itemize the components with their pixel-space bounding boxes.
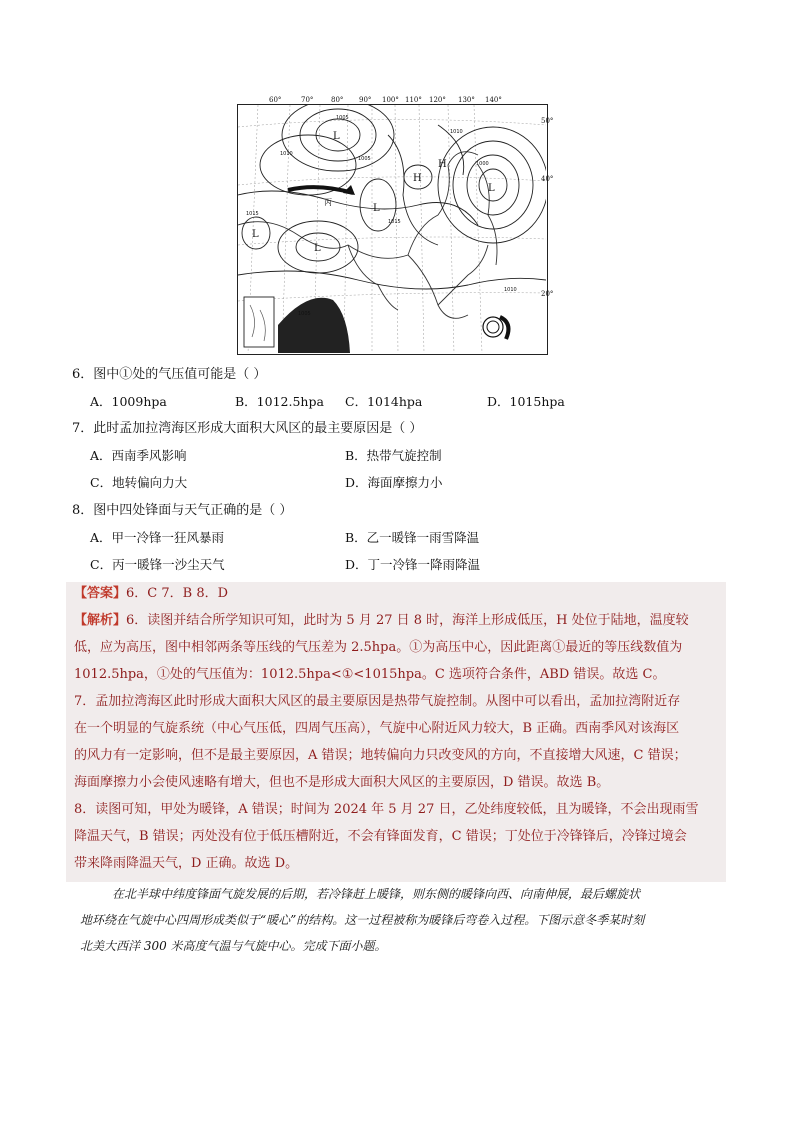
passage-line: 地环绕在气旋中心四周形成类似于“暖心”的结构。这一过程被称为暖锋后弯卷入过程。下图示意冬季某时刻: [80, 913, 645, 927]
answer-text: 6．C 7．B 8．D: [126, 586, 229, 601]
pressure-symbol: H: [438, 159, 447, 170]
question-7-option-d[interactable]: D．海面摩擦力小: [345, 475, 443, 490]
weather-map-svg: [238, 105, 546, 353]
pressure-symbol: L: [333, 131, 340, 142]
lon-label: 130°: [458, 96, 475, 104]
isobar-label: 1010: [450, 129, 463, 135]
analysis-line: 低，应为高压，图中相邻两条等压线的气压差为 2.5hpa。①为高压中心，因此距离①最近的等压线数值为: [74, 640, 683, 655]
lon-label: 70°: [301, 96, 314, 104]
question-6-stem: 6．图中①处的气压值可能是（ ）: [72, 367, 267, 382]
pressure-symbol: L: [314, 243, 321, 254]
question-6-option-c[interactable]: C．1014hpa: [345, 394, 423, 409]
lat-label: 20°: [541, 290, 554, 298]
analysis-line: 7．孟加拉湾海区此时形成大面积大风区的最主要原因是热带气旋控制。从图中可以看出，孟加拉湾附近存: [74, 694, 681, 709]
analysis-line: 海面摩擦力小会使风速略有增大，但也不是形成大面积大风区的主要原因，D 错误。故选 B。: [74, 775, 610, 790]
answer-tag: 【答案】: [74, 586, 127, 601]
isobar-label: 1005: [298, 311, 311, 317]
weather-map: [237, 104, 548, 355]
answer-line: [74, 585, 228, 603]
isobar-label: 1010: [504, 287, 517, 293]
lon-label: 80°: [331, 96, 344, 104]
passage-line: 在北半球中纬度锋面气旋发展的后期，若冷锋赶上暖锋，则东侧的暖锋向西、向南伸展，最后螺旋状: [112, 887, 641, 901]
analysis-line: 在一个明显的气旋系统（中心气压低，四周气压高），气旋中心附近风力较大，B 正确。西南季风对该海区: [74, 721, 680, 736]
analysis-line: 8．读图可知，甲处为暖锋，A 错误；时间为 2024 年 5 月 27 日，乙处纬度较低，且为暖锋，不会出现雨雪: [74, 802, 699, 817]
lon-label: 100°: [382, 96, 399, 104]
lon-label: 120°: [429, 96, 446, 104]
passage-line: 北美大西洋 300 米高度气温与气旋中心。完成下面小题。: [80, 939, 387, 953]
analysis-line: 带来降雨降温天气，D 正确。故选 D。: [74, 856, 299, 871]
lon-label: 90°: [359, 96, 372, 104]
pressure-symbol: L: [252, 229, 259, 240]
isobar-label: 1005: [336, 115, 349, 121]
analysis-text: 6．读图并结合所学知识可知，此时为 5 月 27 日 8 时，海洋上形成低压，H 处位于陆地，温度较: [126, 613, 689, 628]
pressure-symbol: L: [373, 203, 380, 214]
question-7-stem: 7．此时孟加拉湾海区形成大面积大风区的最主要原因是（ ）: [72, 421, 423, 436]
lon-label: 110°: [405, 96, 422, 104]
question-6-option-d[interactable]: D．1015hpa: [487, 394, 565, 409]
question-8-option-c[interactable]: C．丙一暖锋一沙尘天气: [90, 557, 225, 572]
pressure-symbol: H: [413, 173, 422, 184]
isobar-label: 1015: [388, 219, 401, 225]
question-8-option-a[interactable]: A．甲一冷锋一狂风暴雨: [90, 530, 225, 545]
isobar-label: 1005: [358, 156, 371, 162]
isobar-label: 1010: [280, 151, 293, 157]
lat-label: 50°: [541, 117, 554, 125]
question-8-stem: 8．图中四处锋面与天气正确的是（ ）: [72, 503, 293, 518]
analysis-line: [74, 612, 689, 630]
pressure-symbol: L: [488, 183, 495, 194]
isobar-label: 1015: [246, 211, 259, 217]
analysis-line: 降温天气，B 错误；丙处没有位于低压槽附近，不会有锋面发育，C 错误；丁处位于冷锋锋后，冷锋过境会: [74, 829, 687, 844]
question-6-option-b[interactable]: B．1012.5hpa: [235, 394, 324, 409]
latitude-labels: [541, 112, 561, 312]
question-7-option-a[interactable]: A．西南季风影响: [90, 448, 187, 463]
question-8-option-d[interactable]: D．丁一冷锋一降雨降温: [345, 557, 481, 572]
question-6-option-a[interactable]: A．1009hpa: [90, 394, 167, 409]
lon-label: 60°: [269, 96, 282, 104]
isobar-label: 1000: [476, 161, 489, 167]
question-8-option-b[interactable]: B．乙一暖锋一雨雪降温: [345, 530, 480, 545]
lon-label: 140°: [485, 96, 502, 104]
analysis-line: 1012.5hpa，①处的气压值为：1012.5hpa<①<1015hpa。C 选项符合条件，ABD 错误。故选 C。: [74, 667, 666, 682]
question-7-option-b[interactable]: B．热带气旋控制: [345, 448, 442, 463]
question-7-option-c[interactable]: C．地转偏向力大: [90, 475, 188, 490]
front-marker: 丙: [324, 198, 332, 207]
analysis-line: 的风力有一定影响，但不是最主要原因，A 错误；地转偏向力只改变风的方向，不直接增大风速，C 错误；: [74, 748, 687, 763]
analysis-tag: 【解析】: [74, 613, 127, 628]
lat-label: 40°: [541, 175, 554, 183]
